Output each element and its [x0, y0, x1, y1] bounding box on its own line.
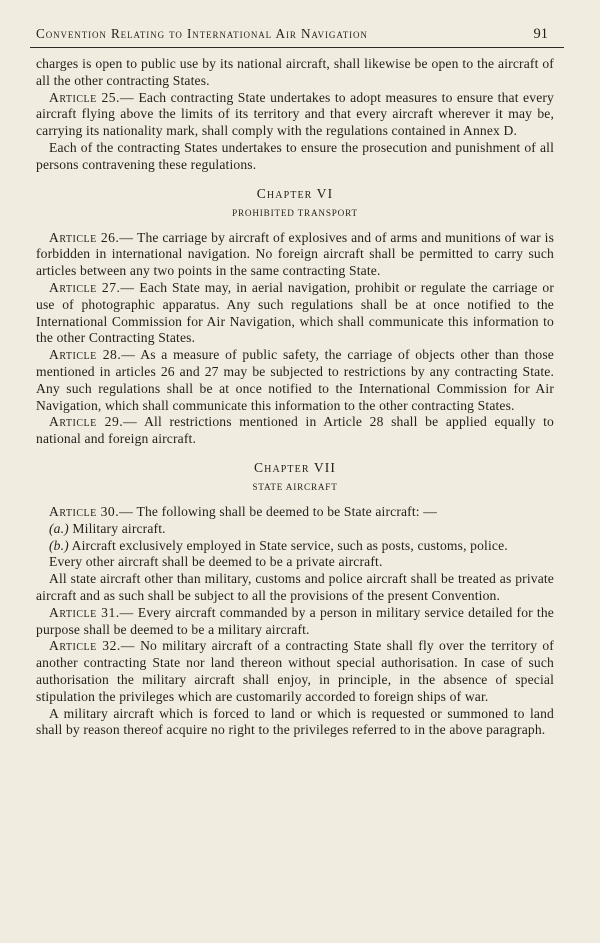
- list-item-b: [36, 538, 554, 555]
- header-title: Convention Relating to International Air Navigation: [36, 26, 368, 41]
- article-26-text: The carriage by aircraft of explosives and of arms and munitions of war is forbidden in international navigation. No foreign aircraft shall be permitted to carry such articles between any two points in the same contracting State.: [36, 229, 555, 279]
- article-28: [36, 347, 554, 414]
- article-30-text: The following shall be deemed to be State aircraft: —: [133, 503, 437, 519]
- running-header: [36, 26, 554, 45]
- article-31: [36, 605, 554, 639]
- article-31-text: Every aircraft commanded by a person in military service detailed for the purpose shall be deemed to be a military aircraft.: [36, 604, 554, 637]
- list-item-a-text: Military aircraft.: [68, 520, 166, 536]
- article-32-label: Article 32.—: [49, 638, 135, 654]
- article-31-label: Article 31.—: [49, 604, 134, 620]
- page-number: 91: [533, 26, 548, 42]
- article-30-label: Article 30.—: [49, 503, 134, 519]
- article-28-text: As a measure of public safety, the carriage of objects other than those mentioned in articles 26 and 27 may be subjected to restrictions by any contracting State. Any such regulations shall be at once notified to the International Commission for Air Navigation, which shall communicate this information to the other contracting States.: [36, 347, 554, 413]
- list-item-a: [36, 521, 554, 538]
- list-item-b-text: Aircraft exclusively employed in State service, such as posts, customs, police.: [68, 537, 508, 553]
- header-rule: [30, 47, 564, 48]
- article-25-label: Article 25.—: [49, 89, 135, 105]
- article-28-label: Article 28.—: [49, 347, 136, 363]
- state-aircraft-paragraph: All state aircraft other than military, customs and police aircraft shall be treated as private aircraft and as such shall be subject to all the provisions of the present Convention.: [36, 571, 554, 603]
- article-25: [36, 90, 554, 140]
- forced-landing-paragraph: A military aircraft which is forced to land or which is requested or summoned to land shall by reason thereof acquire no right to the privileges referred to in the above paragraph.: [36, 705, 554, 738]
- list-marker-b: (b.): [49, 537, 69, 553]
- chapter-7-subtitle: STATE AIRCRAFT: [252, 481, 338, 492]
- article-26: [36, 230, 554, 280]
- article-26-label: Article 26.—: [49, 229, 134, 245]
- list-marker-a: (a.): [49, 520, 69, 536]
- chapter-6-subtitle: PROHIBITED TRANSPORT: [232, 207, 358, 218]
- article-29-text: All restrictions mentioned in Article 28 shall be applied equally to national and foreign aircraft.: [36, 414, 554, 447]
- chapter-6-title: Chapter VI: [256, 185, 334, 201]
- article-27: [36, 280, 554, 347]
- article-29-label: Article 29.—: [49, 414, 138, 430]
- article-32-text: No military aircraft of a contracting State shall fly over the territory of another contracting State nor land thereon without special authorisation. In case of such authorisation the military aircraft shall enjoy, in principle, in the absence of special stipulation the privileges which are customarily accorded to foreign ships of war.: [36, 638, 554, 704]
- article-29: [36, 414, 554, 448]
- private-aircraft-paragraph: Every other aircraft shall be deemed to be a private aircraft.: [49, 554, 383, 570]
- article-30: [36, 504, 554, 521]
- chapter-7-title: Chapter VII: [253, 459, 337, 475]
- article-25-text: Each contracting State undertakes to adopt measures to ensure that every aircraft flying above the limits of its territory and that every aircraft wherever it may be, carrying its nationality mark, shall comply with the regulations contained in Annex D.: [36, 89, 554, 139]
- article-27-label: Article 27.—: [49, 279, 135, 295]
- article-32: [36, 638, 554, 705]
- article-27-text: Each State may, in aerial navigation, prohibit or regulate the carriage or use of photographic apparatus. Any such regulations shall be at once notified to the International Commission for Air Navigation, which shall communicate this information to the other Contracting States.: [36, 279, 554, 346]
- continuation-paragraph: charges is open to public use by its national aircraft, shall likewise be open to the aircraft of all the other contracting States.: [36, 56, 554, 88]
- prosecution-paragraph: Each of the contracting States undertakes to ensure the prosecution and punishment of all persons contravening these regulations.: [36, 139, 554, 172]
